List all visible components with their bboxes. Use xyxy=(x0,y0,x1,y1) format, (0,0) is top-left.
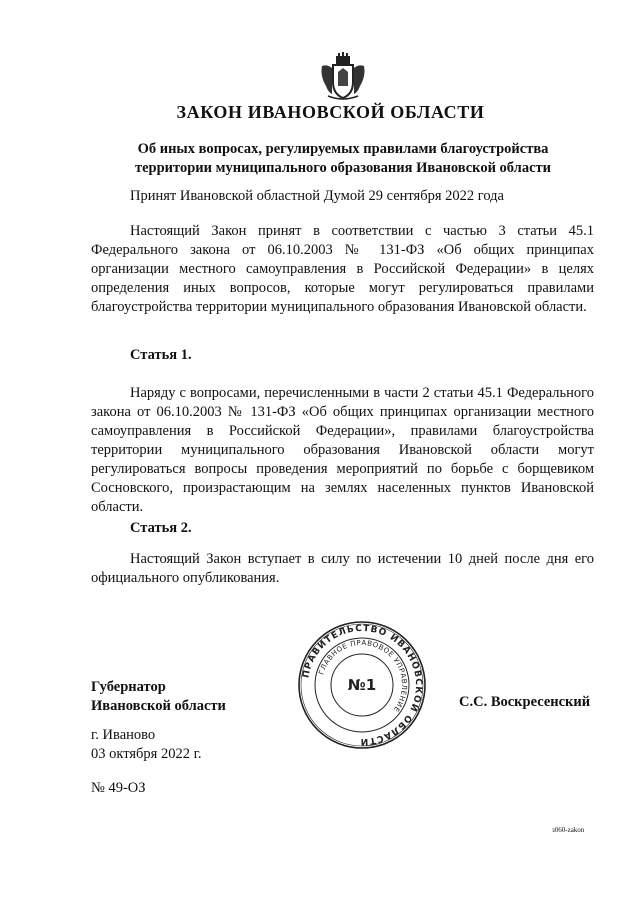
subtitle-line: территории муниципального образования Ивановской области xyxy=(135,160,551,176)
article-1-paragraph: Наряду с вопросами, перечисленными в части 2 статьи 45.1 Федерального закона от 06.10.2003 № 131-ФЗ «Об общих принципах организации местного самоуправления в Российской Федерации», правилами благоустройства территории муниципального образования Ивановской области могут регулироваться вопросы проведения мероприятий по борьбе с борщевиком Сосновского, произрастающим на землях населенных пунктов Ивановской области. xyxy=(91,385,594,515)
article-1-heading: Статья 1. xyxy=(130,347,192,363)
position-line: Ивановской области xyxy=(91,698,226,714)
seal-ring-text: ПРАВИТЕЛЬСТВО ИВАНОВСКОЙ ОБЛАСТИ xyxy=(301,623,424,747)
adoption-line: Принят Ивановской областной Думой 29 сентября 2022 года xyxy=(130,188,504,204)
signing-place-date xyxy=(91,726,202,764)
document-subtitle xyxy=(120,140,566,178)
law-number: № 49-ОЗ xyxy=(91,780,146,796)
article-2-heading: Статья 2. xyxy=(130,520,192,536)
subtitle-line: Об иных вопросах, регулируемых правилами благоустройства xyxy=(137,141,549,157)
seal-inner-text: ГЛАВНОЕ ПРАВОВОЕ УПРАВЛЕНИЕ xyxy=(317,638,409,714)
signing-date: 03 октября 2022 г. xyxy=(91,746,202,762)
document-title: ЗАКОН ИВАНОВСКОЙ ОБЛАСТИ xyxy=(176,102,485,122)
official-seal-stamp xyxy=(297,620,427,750)
coat-of-arms-emblem xyxy=(318,52,368,102)
signatory-name: С.С. Воскресенский xyxy=(459,694,591,710)
article-2-paragraph: Настоящий Закон вступает в силу по истечении 10 дней после дня его официального опубликования. xyxy=(91,551,594,586)
signing-place: г. Иваново xyxy=(91,727,156,743)
document-code: з060-zakon xyxy=(552,826,585,834)
preamble-paragraph: Настоящий Закон принят в соответствии с частью 3 статьи 45.1 Федерального закона от 06.10.2003 № 131-ФЗ «Об общих принципах организации местного самоуправления в Российской Федерации» в целях определения иных вопросов, которые могут регулироваться правилами благоустройства территории муниципального образования Ивановской области. xyxy=(91,223,594,315)
position-line: Губернатор xyxy=(91,679,166,695)
signatory-position xyxy=(91,678,226,716)
seal-number: №1 xyxy=(347,676,377,694)
